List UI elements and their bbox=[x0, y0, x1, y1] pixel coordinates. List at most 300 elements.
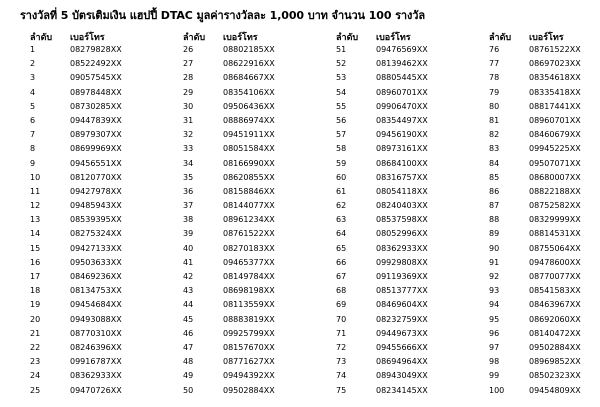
row-number: 25 bbox=[30, 385, 41, 395]
row-number: 52 bbox=[336, 59, 347, 69]
phone-number: 08513777XX bbox=[376, 286, 428, 296]
table-row bbox=[30, 384, 122, 398]
phone-number: 09470726XX bbox=[70, 385, 122, 395]
row-number: 98 bbox=[489, 357, 500, 367]
table-row bbox=[30, 313, 122, 327]
row-number: 10 bbox=[30, 172, 41, 182]
row-number: 43 bbox=[183, 286, 194, 296]
phone-number: 08698198XX bbox=[223, 286, 275, 296]
row-number: 82 bbox=[489, 130, 500, 140]
row-number: 86 bbox=[489, 186, 500, 196]
table-row bbox=[336, 313, 428, 327]
column-header bbox=[336, 30, 428, 43]
table-row bbox=[183, 86, 275, 100]
row-number: 80 bbox=[489, 101, 500, 111]
row-number: 22 bbox=[30, 342, 41, 352]
row-number: 97 bbox=[489, 342, 500, 352]
row-number: 74 bbox=[336, 371, 347, 381]
phone-number: 08814531XX bbox=[529, 229, 581, 239]
row-number: 96 bbox=[489, 328, 500, 338]
table-row bbox=[183, 227, 275, 241]
row-number: 47 bbox=[183, 342, 194, 352]
phone-number: 08961234XX bbox=[223, 215, 275, 225]
row-number: 16 bbox=[30, 257, 41, 267]
row-number: 5 bbox=[30, 101, 36, 111]
row-number: 1 bbox=[30, 45, 36, 54]
row-number: 49 bbox=[183, 371, 194, 381]
table-row bbox=[183, 114, 275, 128]
table-row bbox=[30, 114, 122, 128]
table-row bbox=[489, 384, 581, 398]
table-row bbox=[30, 199, 122, 213]
table-row bbox=[183, 355, 275, 369]
phone-number: 09485943XX bbox=[70, 201, 122, 211]
row-number: 9 bbox=[30, 158, 36, 168]
row-number: 24 bbox=[30, 371, 41, 381]
phone-number: 08699969XX bbox=[70, 144, 122, 154]
phone-number: 09456190XX bbox=[376, 130, 428, 140]
row-number: 42 bbox=[183, 272, 194, 281]
phone-number: 08460679XX bbox=[529, 130, 581, 140]
phone-number: 08817441XX bbox=[529, 101, 581, 111]
row-number: 28 bbox=[183, 73, 194, 83]
row-number: 75 bbox=[336, 385, 347, 395]
row-number: 73 bbox=[336, 357, 347, 367]
row-number: 59 bbox=[336, 158, 347, 168]
table-row bbox=[489, 213, 581, 227]
table-row bbox=[489, 242, 581, 256]
phone-number: 09493088XX bbox=[70, 314, 122, 324]
row-number: 68 bbox=[336, 286, 347, 296]
row-number: 77 bbox=[489, 59, 500, 69]
phone-number: 09455666XX bbox=[376, 342, 428, 352]
table-row bbox=[183, 327, 275, 341]
table-row bbox=[489, 128, 581, 142]
table-row bbox=[336, 128, 428, 142]
phone-number: 08802185XX bbox=[223, 45, 275, 54]
table-row bbox=[336, 157, 428, 171]
phone-number: 08684667XX bbox=[223, 73, 275, 83]
table-row bbox=[489, 284, 581, 298]
row-number: 100 bbox=[489, 385, 505, 395]
table-row bbox=[489, 355, 581, 369]
row-number: 99 bbox=[489, 371, 500, 381]
table-row bbox=[30, 369, 122, 383]
table-row bbox=[489, 171, 581, 185]
row-number: 85 bbox=[489, 172, 500, 182]
phone-number: 08158846XX bbox=[223, 186, 275, 196]
table-row bbox=[489, 341, 581, 355]
phone-number: 08752582XX bbox=[529, 201, 581, 211]
row-number: 64 bbox=[336, 229, 347, 239]
phone-number: 09906470XX bbox=[376, 101, 428, 111]
table-row bbox=[336, 327, 428, 341]
column-header bbox=[30, 30, 122, 43]
phone-number: 09427978XX bbox=[70, 186, 122, 196]
phone-number: 08697023XX bbox=[529, 59, 581, 69]
table-row bbox=[183, 199, 275, 213]
row-number: 11 bbox=[30, 186, 41, 196]
phone-number: 09925799XX bbox=[223, 328, 275, 338]
row-number: 21 bbox=[30, 328, 41, 338]
row-number: 15 bbox=[30, 243, 41, 253]
row-number: 33 bbox=[183, 144, 194, 154]
table-row bbox=[336, 384, 428, 398]
table-row bbox=[489, 157, 581, 171]
phone-number: 09478600XX bbox=[529, 257, 581, 267]
table-row bbox=[30, 128, 122, 142]
phone-number: 08139462XX bbox=[376, 59, 428, 69]
table-row bbox=[183, 242, 275, 256]
phone-number: 09454684XX bbox=[70, 300, 122, 310]
row-number: 14 bbox=[30, 229, 41, 239]
table-row bbox=[30, 242, 122, 256]
phone-number: 09502884XX bbox=[223, 385, 275, 395]
phone-number: 08883819XX bbox=[223, 314, 275, 324]
phone-number: 08730285XX bbox=[70, 101, 122, 111]
table-row bbox=[489, 86, 581, 100]
phone-number: 08362933XX bbox=[70, 371, 122, 381]
row-number: 93 bbox=[489, 286, 500, 296]
phone-number: 08354106XX bbox=[223, 87, 275, 97]
phone-number: 09929808XX bbox=[376, 257, 428, 267]
table-column bbox=[183, 30, 275, 398]
table-row bbox=[30, 256, 122, 270]
row-number: 70 bbox=[336, 314, 347, 324]
row-number: 87 bbox=[489, 201, 500, 211]
row-number: 4 bbox=[30, 87, 36, 97]
phone-number: 09502884XX bbox=[529, 342, 581, 352]
table-column bbox=[30, 30, 122, 398]
phone-number: 08463967XX bbox=[529, 300, 581, 310]
table-row bbox=[183, 43, 275, 57]
table-row bbox=[336, 86, 428, 100]
row-number: 62 bbox=[336, 201, 347, 211]
phone-number: 08770310XX bbox=[70, 328, 122, 338]
phone-number: 09449673XX bbox=[376, 328, 428, 338]
table-row bbox=[30, 57, 122, 71]
table-row bbox=[30, 270, 122, 284]
phone-number: 08275324XX bbox=[70, 229, 122, 239]
header-no: ลำดับ bbox=[183, 33, 206, 43]
row-number: 19 bbox=[30, 300, 41, 310]
phone-number: 08761522XX bbox=[223, 229, 275, 239]
phone-number: 08362933XX bbox=[376, 243, 428, 253]
table-row bbox=[30, 71, 122, 85]
row-number: 58 bbox=[336, 144, 347, 154]
row-number: 3 bbox=[30, 73, 36, 83]
table-row bbox=[336, 114, 428, 128]
phone-number: 09456551XX bbox=[70, 158, 122, 168]
row-number: 6 bbox=[30, 115, 36, 125]
phone-number: 08978448XX bbox=[70, 87, 122, 97]
table-column bbox=[489, 30, 581, 398]
column-header bbox=[489, 30, 581, 43]
phone-number: 08622916XX bbox=[223, 59, 275, 69]
row-number: 2 bbox=[30, 59, 36, 69]
row-number: 56 bbox=[336, 115, 347, 125]
row-number: 39 bbox=[183, 229, 194, 239]
phone-number: 08943049XX bbox=[376, 371, 428, 381]
table-row bbox=[489, 298, 581, 312]
table-row bbox=[489, 270, 581, 284]
phone-number: 09119369XX bbox=[376, 272, 428, 281]
table-row bbox=[183, 128, 275, 142]
phone-number: 09476569XX bbox=[376, 45, 428, 54]
row-number: 20 bbox=[30, 314, 41, 324]
table-row bbox=[30, 327, 122, 341]
phone-number: 08335418XX bbox=[529, 87, 581, 97]
table-row bbox=[30, 43, 122, 57]
table-row bbox=[336, 341, 428, 355]
row-number: 36 bbox=[183, 186, 194, 196]
table-row bbox=[183, 270, 275, 284]
phone-number: 08113559XX bbox=[223, 300, 275, 310]
phone-number: 08134753XX bbox=[70, 286, 122, 296]
table-row bbox=[183, 341, 275, 355]
phone-number: 08680007XX bbox=[529, 172, 581, 182]
table-row bbox=[336, 355, 428, 369]
phone-number: 09494392XX bbox=[223, 371, 275, 381]
table-row bbox=[30, 157, 122, 171]
phone-number: 09451911XX bbox=[223, 130, 275, 140]
phone-number: 09454809XX bbox=[529, 385, 581, 395]
table-row bbox=[489, 114, 581, 128]
table-row bbox=[489, 57, 581, 71]
row-number: 48 bbox=[183, 357, 194, 367]
table-row bbox=[183, 313, 275, 327]
phone-number: 08960701XX bbox=[529, 115, 581, 125]
row-number: 67 bbox=[336, 272, 347, 281]
table-row bbox=[183, 369, 275, 383]
table-row bbox=[183, 384, 275, 398]
row-number: 81 bbox=[489, 115, 500, 125]
phone-number: 08979307XX bbox=[70, 130, 122, 140]
phone-number: 08054118XX bbox=[376, 186, 428, 196]
phone-number: 08973161XX bbox=[376, 144, 428, 154]
phone-number: 08755064XX bbox=[529, 243, 581, 253]
table-row bbox=[336, 256, 428, 270]
phone-number: 08329999XX bbox=[529, 215, 581, 225]
phone-number: 08805445XX bbox=[376, 73, 428, 83]
header-number: เบอร์โทร bbox=[529, 33, 564, 43]
table-row bbox=[30, 142, 122, 156]
row-number: 91 bbox=[489, 257, 500, 267]
phone-number: 09945225XX bbox=[529, 144, 581, 154]
row-number: 34 bbox=[183, 158, 194, 168]
page-title: รางวัลที่ 5 บัตรเติมเงิน แฮปปี้ DTAC มูลค่ารางวัลละ 1,000 บาท จำนวน 100 รางวัล bbox=[20, 9, 425, 22]
row-number: 63 bbox=[336, 215, 347, 225]
header-number: เบอร์โทร bbox=[223, 33, 258, 43]
row-number: 7 bbox=[30, 130, 36, 140]
table-row bbox=[336, 142, 428, 156]
table-row bbox=[183, 298, 275, 312]
row-number: 50 bbox=[183, 385, 194, 395]
row-number: 55 bbox=[336, 101, 347, 111]
table-row bbox=[336, 369, 428, 383]
table-row bbox=[30, 298, 122, 312]
row-number: 61 bbox=[336, 186, 347, 196]
table-row bbox=[489, 369, 581, 383]
row-number: 71 bbox=[336, 328, 347, 338]
table-column bbox=[336, 30, 428, 398]
phone-number: 08770077XX bbox=[529, 272, 581, 281]
row-number: 26 bbox=[183, 45, 194, 54]
row-number: 53 bbox=[336, 73, 347, 83]
table-row bbox=[489, 185, 581, 199]
row-number: 83 bbox=[489, 144, 500, 154]
phone-number: 08469604XX bbox=[376, 300, 428, 310]
phone-number: 08052996XX bbox=[376, 229, 428, 239]
row-number: 76 bbox=[489, 45, 500, 54]
header-no: ลำดับ bbox=[30, 33, 53, 43]
phone-number: 09503633XX bbox=[70, 257, 122, 267]
table-row bbox=[489, 100, 581, 114]
row-number: 90 bbox=[489, 243, 500, 253]
phone-number: 09916787XX bbox=[70, 357, 122, 367]
header-number: เบอร์โทร bbox=[376, 33, 411, 43]
phone-number: 09507071XX bbox=[529, 158, 581, 168]
table-row bbox=[30, 86, 122, 100]
table-row bbox=[489, 327, 581, 341]
phone-number: 08240403XX bbox=[376, 201, 428, 211]
row-number: 23 bbox=[30, 357, 41, 367]
table-row bbox=[183, 100, 275, 114]
table-row bbox=[489, 142, 581, 156]
phone-number: 08761522XX bbox=[529, 45, 581, 54]
row-number: 88 bbox=[489, 215, 500, 225]
table-row bbox=[336, 185, 428, 199]
phone-number: 08960701XX bbox=[376, 87, 428, 97]
table-row bbox=[336, 213, 428, 227]
phone-number: 08149784XX bbox=[223, 272, 275, 281]
phone-number: 08354618XX bbox=[529, 73, 581, 83]
row-number: 29 bbox=[183, 87, 194, 97]
row-number: 31 bbox=[183, 115, 194, 125]
row-number: 17 bbox=[30, 272, 41, 281]
table-row bbox=[30, 171, 122, 185]
row-number: 38 bbox=[183, 215, 194, 225]
phone-number: 08234145XX bbox=[376, 385, 428, 395]
phone-number: 08354497XX bbox=[376, 115, 428, 125]
phone-number: 08232759XX bbox=[376, 314, 428, 324]
phone-number: 08140472XX bbox=[529, 328, 581, 338]
phone-number: 08620855XX bbox=[223, 172, 275, 182]
phone-number: 08469236XX bbox=[70, 272, 122, 281]
row-number: 13 bbox=[30, 215, 41, 225]
phone-number: 08157670XX bbox=[223, 342, 275, 352]
row-number: 51 bbox=[336, 45, 347, 54]
phone-number: 08502323XX bbox=[529, 371, 581, 381]
table-row bbox=[30, 355, 122, 369]
row-number: 44 bbox=[183, 300, 194, 310]
row-number: 54 bbox=[336, 87, 347, 97]
table-row bbox=[489, 256, 581, 270]
phone-number: 08522492XX bbox=[70, 59, 122, 69]
phone-number: 08969852XX bbox=[529, 357, 581, 367]
row-number: 27 bbox=[183, 59, 194, 69]
table-row bbox=[183, 185, 275, 199]
phone-number: 08684100XX bbox=[376, 158, 428, 168]
table-row bbox=[336, 284, 428, 298]
table-row bbox=[489, 313, 581, 327]
table-row bbox=[30, 284, 122, 298]
phone-number: 08692060XX bbox=[529, 314, 581, 324]
table-row bbox=[489, 227, 581, 241]
row-number: 66 bbox=[336, 257, 347, 267]
table-row bbox=[489, 199, 581, 213]
phone-number: 08537598XX bbox=[376, 215, 428, 225]
table-row bbox=[336, 298, 428, 312]
header-number: เบอร์โทร bbox=[70, 33, 105, 43]
phone-number: 08246396XX bbox=[70, 342, 122, 352]
row-number: 60 bbox=[336, 172, 347, 182]
row-number: 12 bbox=[30, 201, 41, 211]
phone-number: 08694964XX bbox=[376, 357, 428, 367]
row-number: 37 bbox=[183, 201, 194, 211]
header-no: ลำดับ bbox=[336, 33, 359, 43]
row-number: 40 bbox=[183, 243, 194, 253]
phone-number: 09465377XX bbox=[223, 257, 275, 267]
row-number: 78 bbox=[489, 73, 500, 83]
phone-number: 08822188XX bbox=[529, 186, 581, 196]
table-row bbox=[183, 213, 275, 227]
row-number: 69 bbox=[336, 300, 347, 310]
row-number: 8 bbox=[30, 144, 36, 154]
row-number: 65 bbox=[336, 243, 347, 253]
row-number: 46 bbox=[183, 328, 194, 338]
table-row bbox=[30, 213, 122, 227]
table-row bbox=[336, 171, 428, 185]
phone-number: 08541583XX bbox=[529, 286, 581, 296]
row-number: 84 bbox=[489, 158, 500, 168]
phone-number: 08316757XX bbox=[376, 172, 428, 182]
table-row bbox=[30, 100, 122, 114]
phone-number: 09427133XX bbox=[70, 243, 122, 253]
row-number: 18 bbox=[30, 286, 41, 296]
table-row bbox=[30, 185, 122, 199]
phone-number: 08120770XX bbox=[70, 172, 122, 182]
table-row bbox=[489, 43, 581, 57]
row-number: 94 bbox=[489, 300, 500, 310]
table-row bbox=[336, 199, 428, 213]
header-no: ลำดับ bbox=[489, 33, 512, 43]
table-row bbox=[183, 284, 275, 298]
table-row bbox=[183, 71, 275, 85]
row-number: 41 bbox=[183, 257, 194, 267]
table-row bbox=[30, 227, 122, 241]
phone-number: 08886974XX bbox=[223, 115, 275, 125]
table-row bbox=[336, 100, 428, 114]
table-row bbox=[336, 270, 428, 284]
row-number: 79 bbox=[489, 87, 500, 97]
phone-number: 08051584XX bbox=[223, 144, 275, 154]
row-number: 30 bbox=[183, 101, 194, 111]
table-row bbox=[183, 57, 275, 71]
phone-number: 09057545XX bbox=[70, 73, 122, 83]
table-row bbox=[183, 157, 275, 171]
table-row bbox=[336, 227, 428, 241]
phone-number: 09506436XX bbox=[223, 101, 275, 111]
table-row bbox=[336, 43, 428, 57]
row-number: 72 bbox=[336, 342, 347, 352]
phone-number: 08166990XX bbox=[223, 158, 275, 168]
column-header bbox=[183, 30, 275, 43]
row-number: 57 bbox=[336, 130, 347, 140]
table-row bbox=[336, 242, 428, 256]
phone-number: 08539395XX bbox=[70, 215, 122, 225]
phone-number: 08279828XX bbox=[70, 45, 122, 54]
